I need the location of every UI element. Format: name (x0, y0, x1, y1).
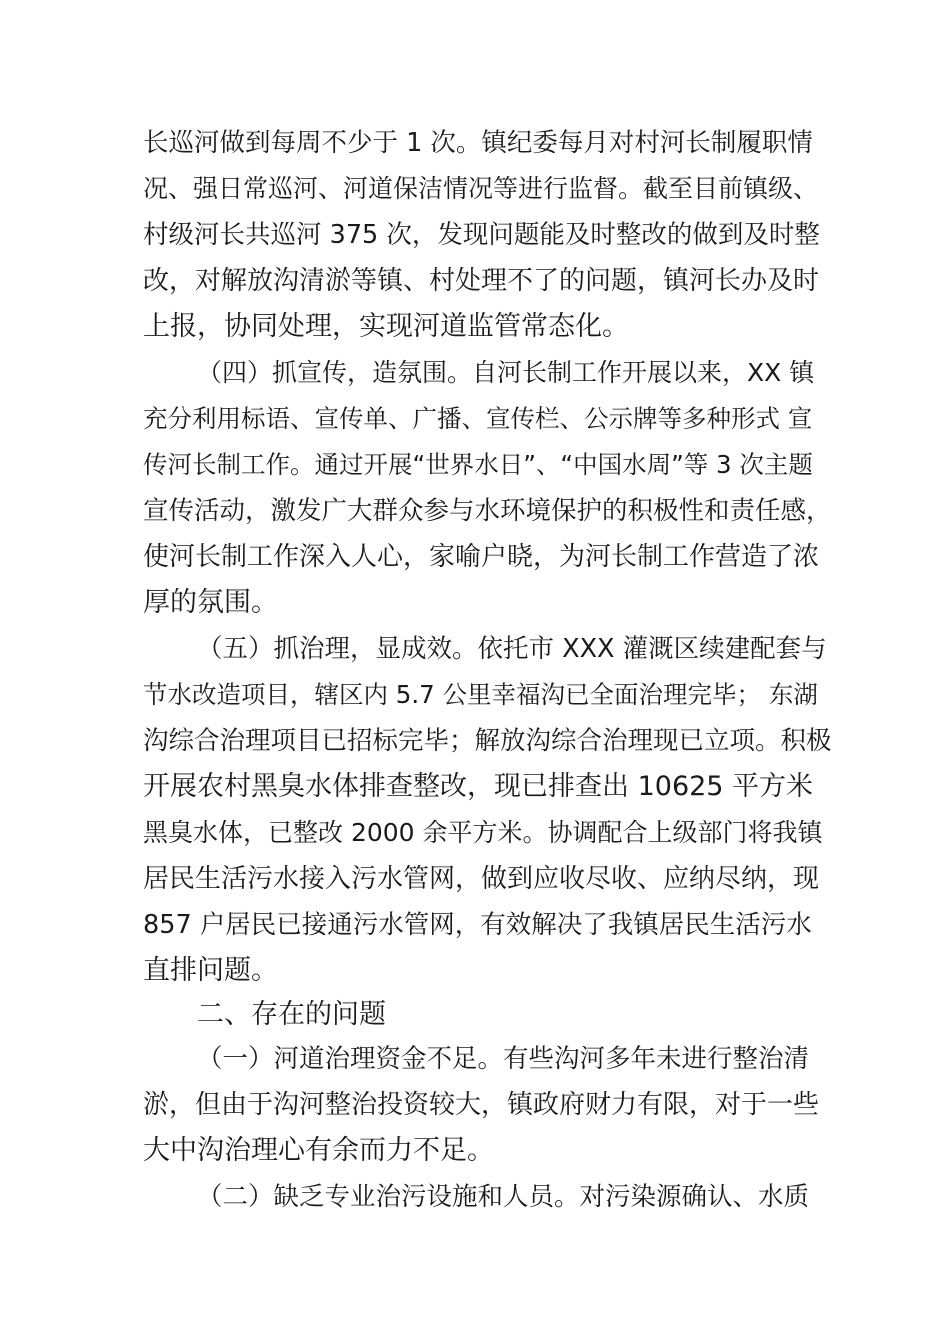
paragraph-line: 长巡河做到每周不少于 1 次。镇纪委每月对村河长制履职情 (143, 128, 813, 158)
paragraph-line: 沟综合治理项目已招标完毕；解放沟综合治理现已立项。积极 (143, 726, 832, 756)
paragraph-line: 大中沟治理心有余而力不足。 (143, 1135, 494, 1166)
paragraph-line: 厚的氛围。 (143, 587, 278, 618)
paragraph-line: 改，对解放沟清淤等镇、村处理不了的问题，镇河长办及时 (143, 266, 820, 296)
paragraph-line: 淤，但由于沟河整治投资较大，镇政府财力有限，对于一些 (143, 1090, 820, 1120)
section-heading: 二、存在的问题 (197, 999, 386, 1030)
paragraph-line: 充分利用标语、宣传单、广播、宣传栏、公示牌等多种形式 宣 (143, 404, 813, 433)
paragraph-line: （二）缺乏专业治污设施和人员。对污染源确认、水质 (197, 1182, 810, 1212)
paragraph-line: 宣传活动，激发广大群众参与水环境保护的积极性和责任感， (143, 496, 832, 526)
paragraph-line: 使河长制工作深入人心，家喻户晓，为河长制工作营造了浓 (143, 542, 820, 572)
paragraph-line: 黑臭水体，已整改 2000 余平方米。协调配合上级部门将我镇 (143, 818, 823, 847)
paragraph-line: 况、强日常巡河、河道保洁情况等进行监督。截至目前镇级、 (143, 174, 819, 203)
paragraph-line: （一）河道治理资金不足。有些沟河多年未进行整治清 (197, 1044, 810, 1074)
paragraph-line: 857 户居民已接通污水管网，有效解决了我镇居民生活污水 (143, 910, 812, 940)
paragraph-line: 开展农村黑臭水体排查整改，现已排查出 10625 平方米 (143, 771, 814, 802)
paragraph-line: 直排问题。 (143, 955, 278, 986)
paragraph-line: 上报，协同处理，实现河道监管常态化。 (143, 311, 629, 342)
paragraph-line: 节水改造项目，辖区内 5.7 公里幸福沟已全面治理完毕； 东湖 (143, 680, 818, 709)
paragraph-line: （四）抓宣传，造氛围。自河长制工作开展以来，XX 镇 (197, 358, 815, 387)
paragraph-line: 村级河长共巡河 375 次，发现问题能及时整改的做到及时整 (143, 220, 820, 250)
paragraph-line: 传河长制工作。通过开展“世界水日”、“中国水周”等 3 次主题 (143, 450, 813, 479)
paragraph-line: 居民生活污水接入污水管网，做到应收尽收、应纳尽纳，现 (143, 864, 820, 894)
paragraph-line: （五）抓治理，显成效。依托市 XXX 灌溉区续建配套与 (197, 634, 827, 664)
